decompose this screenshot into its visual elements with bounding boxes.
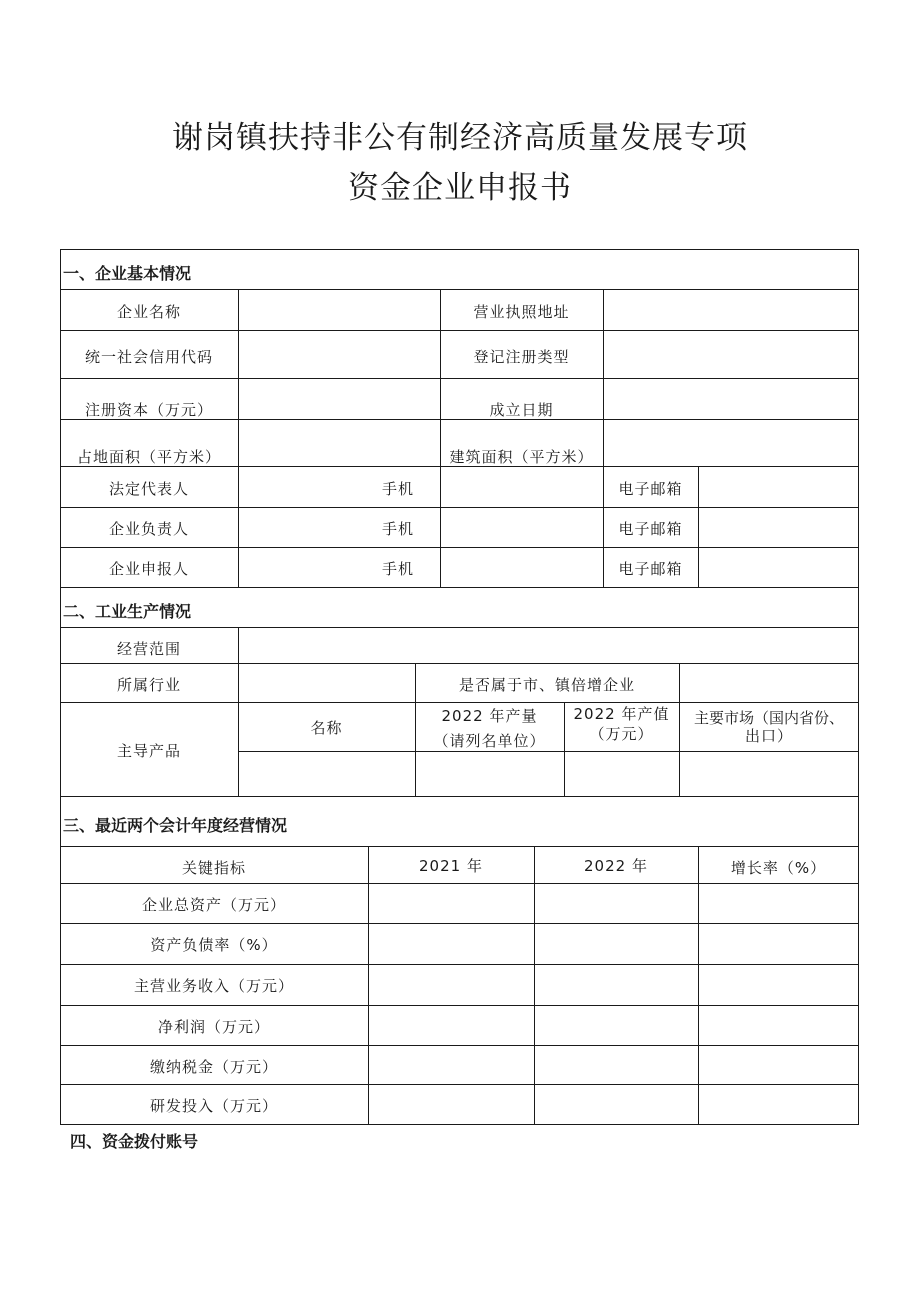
main-market-header-line-2: 出口）: [744, 727, 793, 745]
net-profit-2021-field[interactable]: [369, 1006, 533, 1045]
rd-investment-2022-field[interactable]: [535, 1085, 697, 1124]
legal-representative-email-field[interactable]: [699, 467, 858, 507]
multiplier-company-field[interactable]: [680, 664, 858, 702]
debt-ratio-label: 资产负债率（%）: [150, 936, 278, 954]
building-area-label: 建筑面积（平方米）: [449, 448, 594, 466]
main-revenue-growth-field[interactable]: [699, 965, 858, 1005]
main-market-field[interactable]: [680, 752, 858, 796]
value-2022-field[interactable]: [565, 752, 678, 796]
year-2021-header: 2021 年: [419, 857, 483, 875]
legal-representative-label: 法定代表人: [108, 480, 189, 498]
building-area-field[interactable]: [604, 420, 858, 466]
registered-capital-label: 注册资本（万元）: [84, 401, 213, 419]
output-2022-header: 2022 年产量: [441, 707, 538, 725]
product-name-field[interactable]: [239, 752, 414, 796]
net-profit-label: 净利润（万元）: [157, 1018, 270, 1036]
document-title-line-2: 资金企业申报书: [348, 170, 572, 206]
main-revenue-2022-field[interactable]: [535, 965, 697, 1005]
rd-investment-growth-field[interactable]: [699, 1085, 858, 1124]
company-manager-email-field[interactable]: [699, 508, 858, 547]
table-rule: [60, 846, 859, 847]
total-assets-growth-field[interactable]: [699, 884, 858, 923]
company-applicant-phone-label: 手机: [382, 560, 415, 578]
industry-field[interactable]: [239, 664, 414, 702]
license-address-field[interactable]: [604, 290, 858, 330]
credit-code-field[interactable]: [239, 331, 439, 378]
registered-capital-field[interactable]: [239, 379, 439, 419]
taxes-paid-growth-field[interactable]: [699, 1046, 858, 1084]
company-name-label: 企业名称: [116, 303, 181, 321]
total-assets-label: 企业总资产（万元）: [141, 896, 286, 914]
legal-representative-phone-field[interactable]: [441, 467, 602, 507]
credit-code-label: 统一社会信用代码: [84, 348, 213, 366]
land-area-field[interactable]: [239, 420, 439, 466]
output-2022-unit-note: （请列名单位）: [433, 732, 546, 750]
main-revenue-2021-field[interactable]: [369, 965, 533, 1005]
rd-investment-2021-field[interactable]: [369, 1085, 533, 1124]
main-revenue-label: 主营业务收入（万元）: [133, 977, 294, 995]
company-applicant-label: 企业申报人: [108, 560, 189, 578]
section-heading-fund-account: 四、资金拨付账号: [70, 1132, 199, 1151]
main-market-header: 主要市场（国内省份、: [693, 709, 844, 727]
value-2022-unit-note: （万元）: [589, 725, 654, 743]
growth-rate-header: 增长率（%）: [730, 859, 827, 877]
registration-type-label: 登记注册类型: [473, 348, 570, 366]
license-address-label: 营业执照地址: [473, 303, 570, 321]
product-name-header: 名称: [310, 719, 343, 737]
company-applicant-email-field[interactable]: [699, 548, 858, 587]
business-scope-label: 经营范围: [116, 640, 181, 658]
registration-type-field[interactable]: [604, 331, 858, 378]
company-manager-phone-field[interactable]: [441, 508, 602, 547]
table-rule: [60, 796, 859, 797]
business-scope-field[interactable]: [239, 628, 858, 663]
net-profit-2022-field[interactable]: [535, 1006, 697, 1045]
legal-representative-phone-label: 手机: [382, 480, 415, 498]
company-manager-phone-label: 手机: [382, 520, 415, 538]
key-indicator-header: 关键指标: [181, 859, 246, 877]
table-rule: [60, 702, 859, 703]
legal-representative-email-label: 电子邮箱: [618, 480, 683, 498]
company-applicant-email-label: 电子邮箱: [618, 560, 683, 578]
document-title-line-1: 谢岗镇扶持非公有制经济高质量发展专项: [172, 120, 748, 156]
debt-ratio-2022-field[interactable]: [535, 924, 697, 964]
company-name-field[interactable]: [239, 290, 439, 330]
output-2022-field[interactable]: [416, 752, 563, 796]
company-applicant-phone-field[interactable]: [441, 548, 602, 587]
net-profit-growth-field[interactable]: [699, 1006, 858, 1045]
rd-investment-label: 研发投入（万元）: [149, 1097, 278, 1115]
total-assets-2021-field[interactable]: [369, 884, 533, 923]
multiplier-company-label: 是否属于市、镇倍增企业: [458, 676, 635, 694]
section-heading-basic-info: 一、企业基本情况: [63, 264, 192, 283]
taxes-paid-label: 缴纳税金（万元）: [149, 1058, 278, 1076]
section-heading-production: 二、工业生产情况: [63, 602, 192, 621]
establish-date-label: 成立日期: [489, 401, 554, 419]
total-assets-2022-field[interactable]: [535, 884, 697, 923]
taxes-paid-2021-field[interactable]: [369, 1046, 533, 1084]
industry-label: 所属行业: [116, 676, 181, 694]
company-manager-email-label: 电子邮箱: [618, 520, 683, 538]
value-2022-header: 2022 年产值: [573, 705, 670, 723]
establish-date-field[interactable]: [604, 379, 858, 419]
company-manager-label: 企业负责人: [108, 520, 189, 538]
main-products-label: 主导产品: [116, 742, 181, 760]
land-area-label: 占地面积（平方米）: [76, 448, 221, 466]
section-heading-operations: 三、最近两个会计年度经营情况: [63, 816, 288, 835]
table-rule: [60, 587, 859, 588]
debt-ratio-growth-field[interactable]: [699, 924, 858, 964]
year-2022-header: 2022 年: [584, 857, 648, 875]
debt-ratio-2021-field[interactable]: [369, 924, 533, 964]
taxes-paid-2022-field[interactable]: [535, 1046, 697, 1084]
